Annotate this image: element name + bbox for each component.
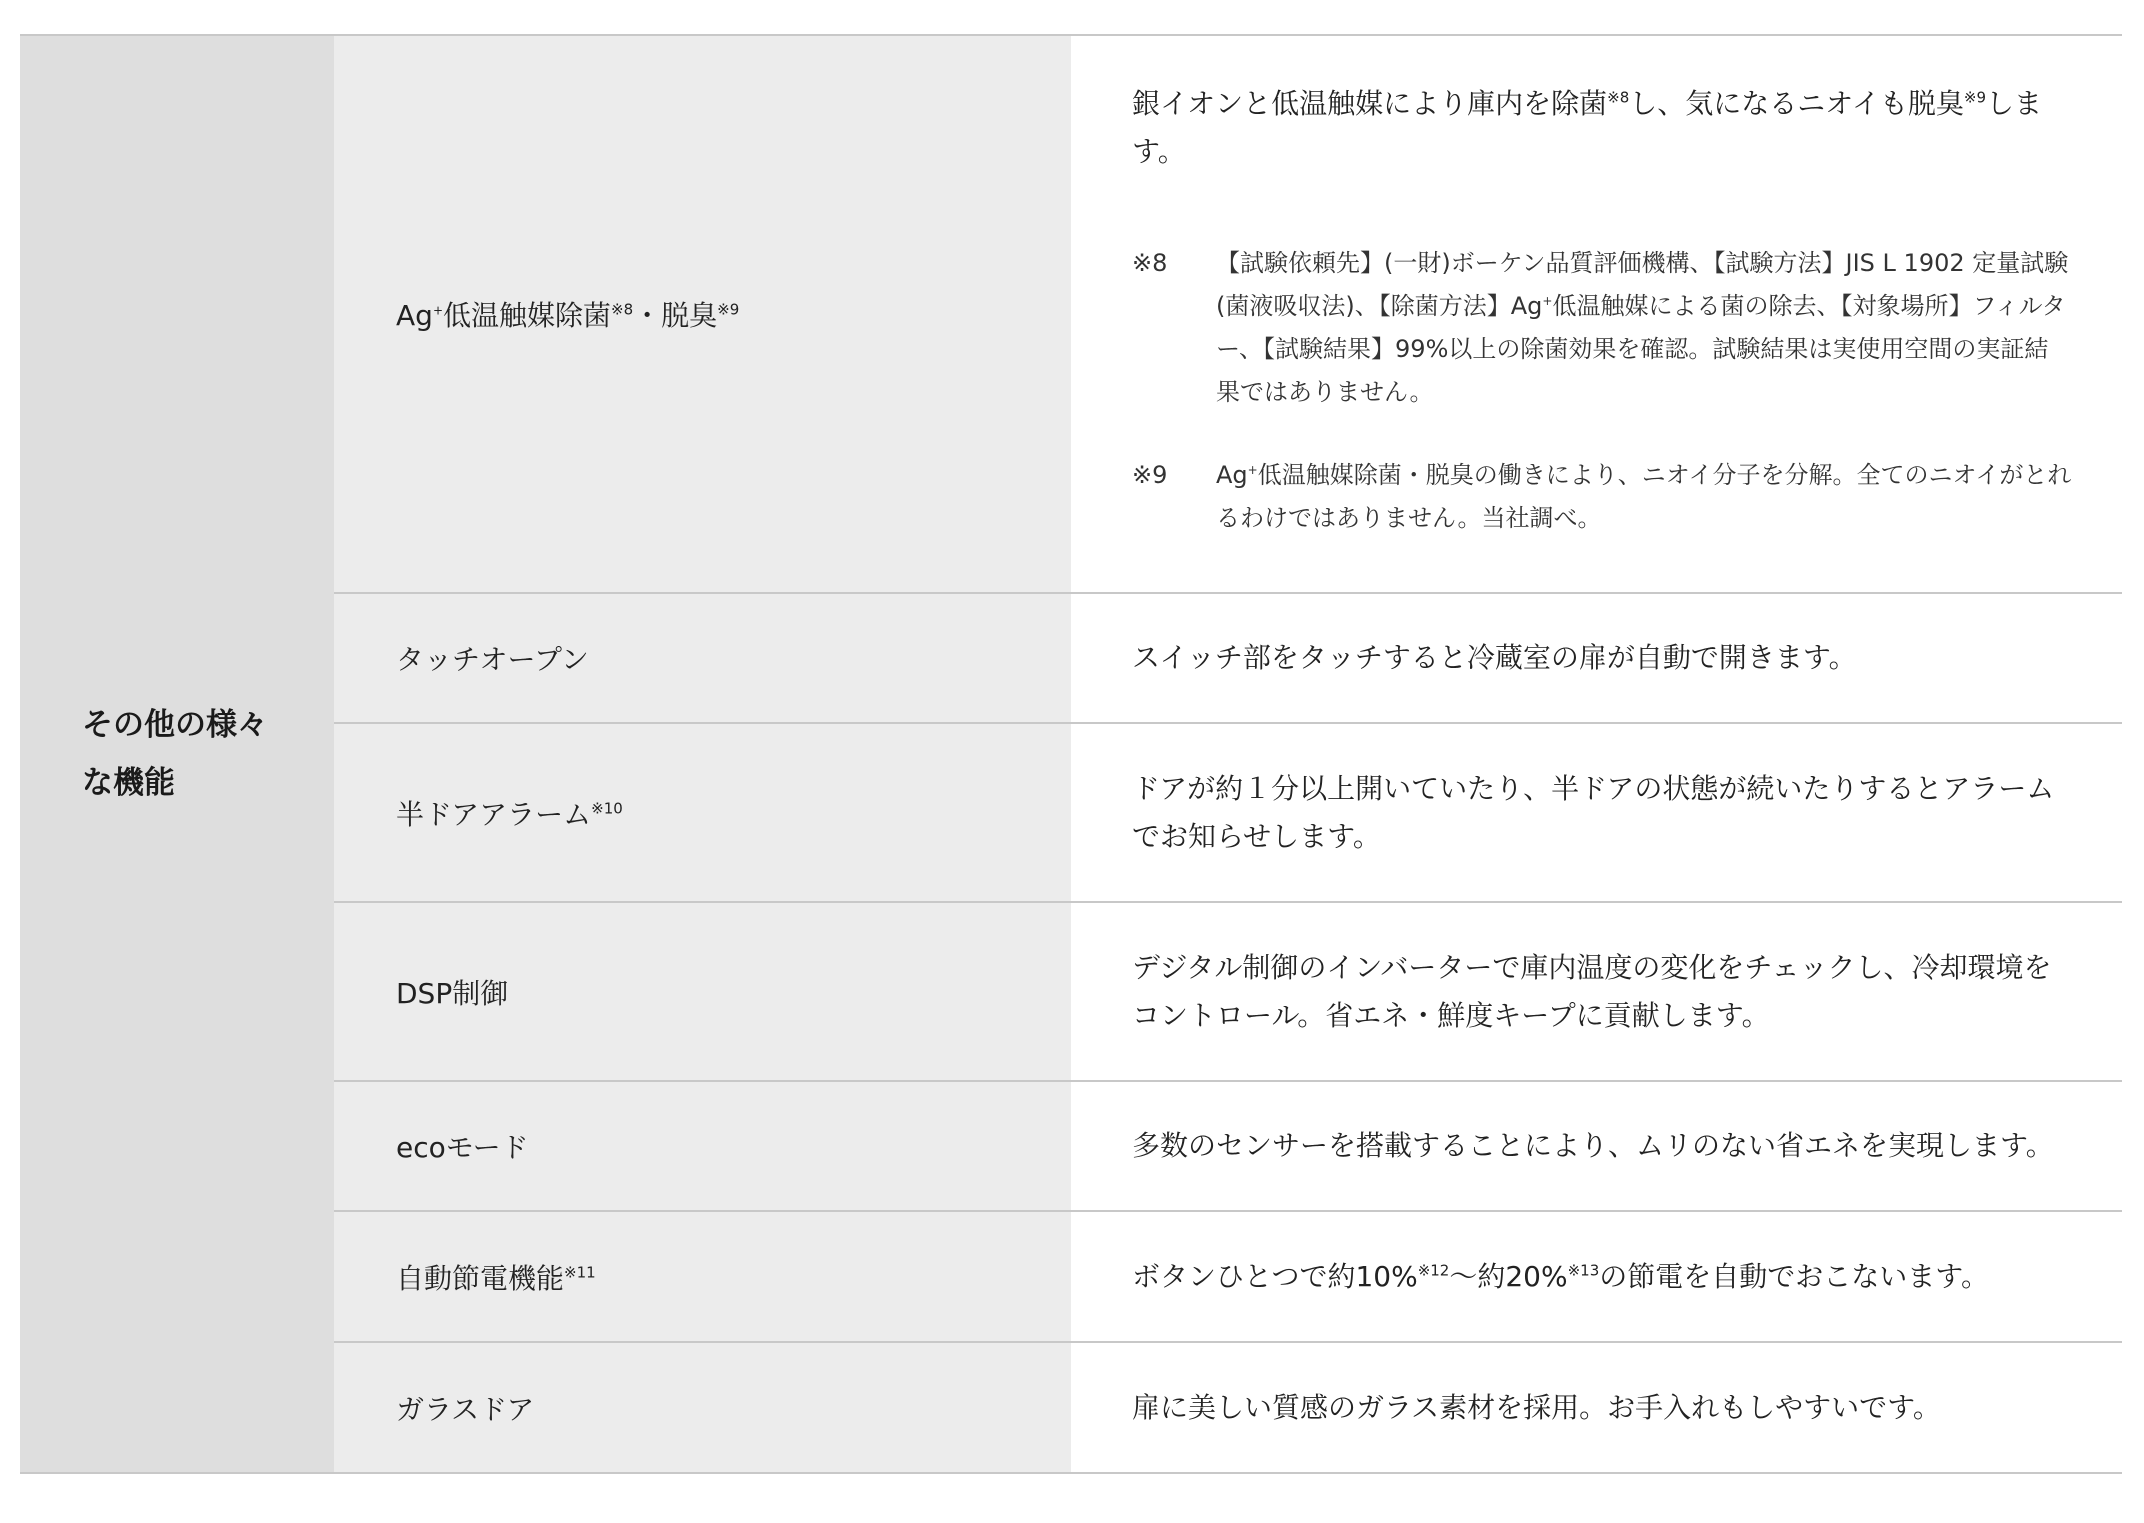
feature-description: デジタル制御のインバーターで庫内温度の変化をチェックし、冷却環境をコントロール。省エネ・鮮度キープに貢献します。: [1132, 950, 2052, 1032]
feature-name: DSP制御: [334, 903, 1071, 1080]
table-row-door-alarm: [334, 722, 2122, 901]
footnote-mark: ※8: [1132, 249, 1168, 277]
feature-description: [1071, 1212, 2122, 1341]
feature-description: ドアが約１分以上開いていたり、半ドアの状態が続いたりするとアラームでお知らせします。: [1132, 771, 2055, 853]
feature-name: ガラスドア: [334, 1343, 1071, 1472]
category-label-line2: な機能: [82, 765, 175, 801]
feature-name-text: 自動節電機能$^{※11}$: [396, 1261, 596, 1295]
table-row-dsp-control: [334, 901, 2122, 1080]
feature-description: スイッチ部をタッチすると冷蔵室の扉が自動で開きます。: [1132, 641, 1857, 674]
feature-name: [334, 724, 1071, 901]
footnote-text: 【試験依頼先】(一財)ボーケン品質評価機構、【試験方法】JIS L 1902 定量試験(菌液吸収法)、【除菌方法】Ag+低温触媒による菌の除去、【対象場所】フィルター、【試験結果】99%以上の除菌効果を確認。試験結果は実使用空間の実証結果ではありません。: [1216, 249, 2069, 406]
footnote-8: [1132, 242, 2072, 414]
feature-rows: [334, 36, 2122, 1472]
feature-description: 扉に美しい質感のガラス素材を採用。お手入れもしやすいです。: [1132, 1390, 1941, 1424]
table-row-auto-power-saving: [334, 1210, 2122, 1341]
feature-name-text: Ag+低温触媒除菌$^{※8}$・脱臭$^{※9}$: [396, 299, 740, 332]
feature-name-text: 半ドアアラーム$^{※10}$: [396, 797, 623, 831]
footnote-9: [1132, 454, 2072, 540]
feature-name: ecoモード: [334, 1082, 1071, 1210]
category-label: [82, 696, 268, 812]
feature-description: 多数のセンサーを搭載することにより、ムリのない省エネを実現します。: [1132, 1129, 2054, 1162]
feature-name: [334, 36, 1071, 592]
table-row-glass-door: [334, 1341, 2122, 1472]
feature-name: [334, 1212, 1071, 1341]
footnote-mark: ※9: [1132, 461, 1168, 489]
table-row-eco-mode: [334, 1080, 2122, 1210]
feature-name: タッチオープン: [334, 594, 1071, 722]
category-label-line1: その他の様々: [82, 707, 268, 743]
spec-table: [20, 34, 2122, 1474]
table-row-ag-sterilization: [334, 36, 2122, 592]
footnotes: [1132, 242, 2072, 540]
footnote-text: Ag+低温触媒除菌・脱臭の働きにより、ニオイ分子を分解。全てのニオイがとれるわけではありません。当社調べ。: [1216, 461, 2072, 532]
feature-description: [1071, 36, 2122, 592]
category-cell: [20, 36, 334, 1472]
feature-description-text: ボタンひとつで約10%$^{※12}$〜約20%$^{※13}$の節電を自動でおこないます。: [1132, 1259, 1990, 1293]
feature-description-text: 銀イオンと低温触媒により庫内を除菌$^{※8}$し、気になるニオイも脱臭$^{※9}$します。: [1132, 87, 2043, 168]
table-row-touch-open: [334, 592, 2122, 722]
